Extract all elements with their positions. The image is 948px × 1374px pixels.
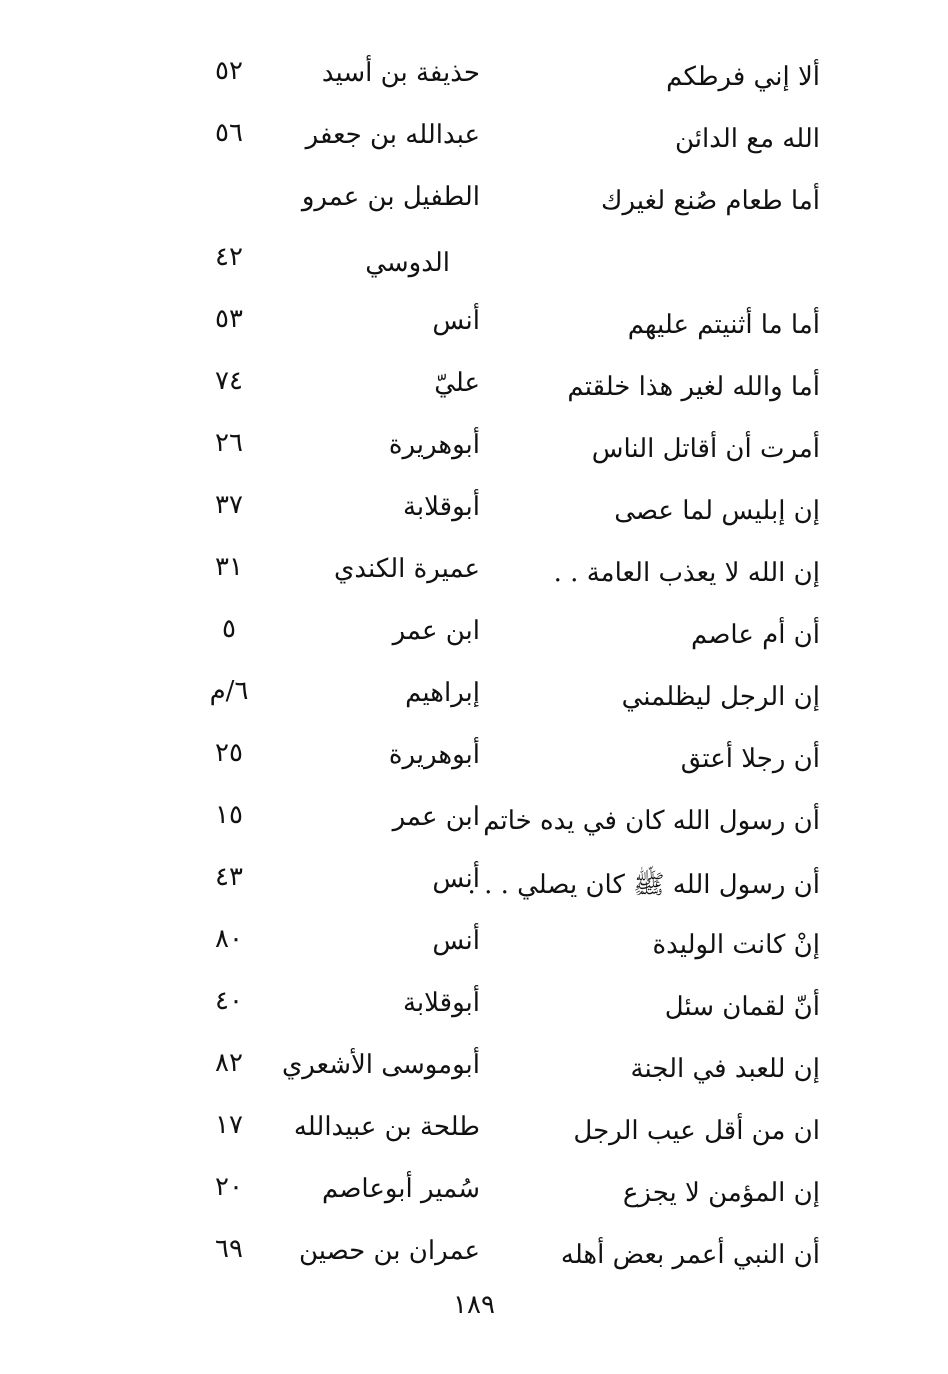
- hadith-text: أن رسول الله كان في يده خاتم: [483, 806, 820, 836]
- hadith-text: أما والله لغير هذا خلقتم: [567, 372, 820, 402]
- hadith-text: أن رسول الله ﷺ كان يصلي . . .: [467, 870, 820, 900]
- narrator-name: حذيفة بن أسيد: [321, 58, 480, 88]
- index-row: [180, 792, 840, 854]
- page-reference: ٢٠: [215, 1172, 243, 1202]
- narrator-name: الطفيل بن عمرو: [301, 182, 480, 212]
- index-row: [180, 296, 840, 358]
- narrator-name: سُمير أبوعاصم: [322, 1174, 480, 1204]
- page-number: ١٨٩: [453, 1290, 495, 1320]
- narrator-name: ابن عمر: [392, 616, 480, 646]
- narrator-name: عميرة الكندي: [334, 554, 480, 584]
- index-row: [180, 854, 840, 916]
- index-row: [180, 358, 840, 420]
- page-reference: ٨٠: [215, 924, 243, 954]
- page-reference: ٦٩: [215, 1234, 243, 1264]
- page-reference: ٢٥: [215, 738, 243, 768]
- page-reference: ٤٣: [215, 862, 243, 892]
- page-reference: ٢٦: [215, 428, 243, 458]
- index-row: [180, 1164, 840, 1226]
- narrator-name: أبوهريرة: [388, 430, 480, 460]
- hadith-text: أما طعام صُنع لغيرك: [601, 186, 820, 216]
- hadith-text: إنْ كانت الوليدة: [652, 930, 820, 960]
- index-row: [180, 1102, 840, 1164]
- narrator-name: أنس: [432, 926, 480, 956]
- narrator-name: أبوهريرة: [388, 740, 480, 770]
- narrator-name: عمران بن حصين: [298, 1236, 480, 1266]
- hadith-text: أن أم عاصم: [691, 620, 820, 650]
- hadith-text: أما ما أثنيتم عليهم: [627, 310, 820, 340]
- index-row: [180, 172, 840, 234]
- narrator-name: أبوموسى الأشعري: [281, 1050, 480, 1080]
- hadith-text: ان من أقل عيب الرجل: [573, 1116, 820, 1146]
- index-row: [180, 1040, 840, 1102]
- narrator-name: أبوقلابة: [402, 492, 480, 522]
- page-reference: ٨٢: [215, 1048, 243, 1078]
- hadith-text: أن النبي أعمر بعض أهله: [560, 1240, 820, 1270]
- hadith-text: إن إبليس لما عصى: [614, 496, 820, 526]
- narrator-name: عليّ: [434, 368, 480, 398]
- narrator-name: الدوسي: [365, 248, 450, 278]
- narrator-name: عبدالله بن جعفر: [305, 120, 480, 150]
- page-reference: ٦/م: [209, 676, 249, 706]
- narrator-name: إبراهيم: [405, 678, 480, 708]
- index-row: [180, 916, 840, 978]
- narrator-name: أنس: [432, 864, 480, 894]
- page-reference: ٥٦: [215, 118, 243, 148]
- page-reference: ٥٣: [215, 304, 243, 334]
- index-row: [180, 482, 840, 544]
- hadith-text: أمرت أن أقاتل الناس: [591, 434, 820, 464]
- hadith-text: أنّ لقمان سئل: [664, 992, 820, 1022]
- index-row: [180, 606, 840, 668]
- hadith-text: إن الرجل ليظلمني: [621, 682, 820, 712]
- index-row: [180, 110, 840, 172]
- index-row: [180, 48, 840, 110]
- page-reference: ٣٧: [215, 490, 243, 520]
- hadith-text: ألا إني فرطكم: [666, 62, 820, 92]
- page-reference: ٤٠: [215, 986, 243, 1016]
- page-reference: ٥: [222, 614, 236, 644]
- hadith-text: إن المؤمن لا يجزع: [622, 1178, 820, 1208]
- page-reference: ٣١: [215, 552, 243, 582]
- page-reference: ١٧: [215, 1110, 243, 1140]
- page-reference: ٧٤: [215, 366, 243, 396]
- page-reference: ١٥: [215, 800, 243, 830]
- narrator-name: أنس: [432, 306, 480, 336]
- narrator-name: ابن عمر: [392, 802, 480, 832]
- index-row: [180, 730, 840, 792]
- page-reference: ٥٢: [215, 56, 243, 86]
- index-row: [180, 668, 840, 730]
- index-row-continuation: [180, 234, 840, 296]
- page-reference: ٤٢: [215, 242, 243, 272]
- narrator-name: طلحة بن عبيدالله: [293, 1112, 480, 1142]
- index-row: [180, 1226, 840, 1288]
- narrator-name: أبوقلابة: [402, 988, 480, 1018]
- index-row: [180, 544, 840, 606]
- hadith-text: أن رجلا أعتق: [680, 744, 820, 774]
- hadith-text: إن للعبد في الجنة: [630, 1054, 820, 1084]
- index-row: [180, 978, 840, 1040]
- hadith-text: إن الله لا يعذب العامة . .: [553, 558, 820, 588]
- hadith-text: الله مع الدائن: [674, 124, 820, 154]
- hadith-index-table: [180, 48, 840, 1288]
- index-row: [180, 420, 840, 482]
